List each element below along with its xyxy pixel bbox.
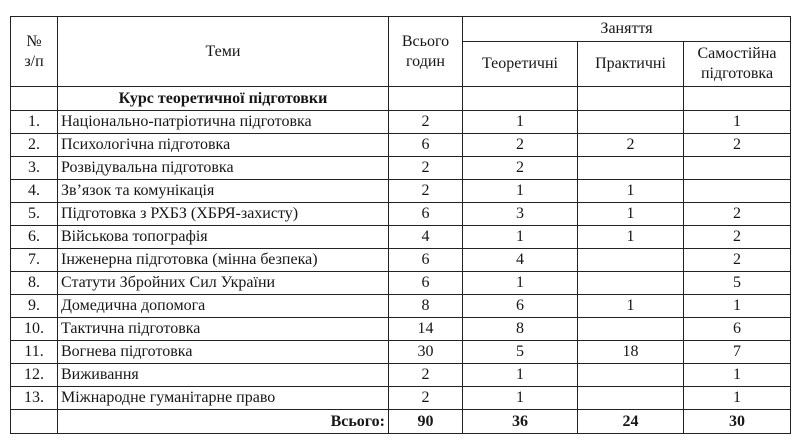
- row-total-hours: 2: [389, 111, 463, 134]
- row-topic: Інженерна підготовка (мінна безпека): [58, 249, 389, 272]
- table-row: [11, 295, 791, 318]
- row-total-hours: 2: [389, 180, 463, 203]
- total-hours-value: 90: [389, 410, 463, 434]
- row-topic: Підготовка з РХБЗ (ХБРЯ-захисту): [58, 203, 389, 226]
- col-header-total-hours: Всього годин: [389, 17, 463, 87]
- row-self-hours: [684, 157, 791, 180]
- row-practice-hours: 1: [578, 226, 684, 249]
- table-row: [11, 341, 791, 364]
- table-row: [11, 318, 791, 341]
- col-header-number: [11, 17, 58, 87]
- total-self-value: 30: [684, 410, 791, 434]
- row-topic: Військова топографія: [58, 226, 389, 249]
- row-number: 11.: [11, 341, 58, 364]
- row-total-hours: 6: [389, 134, 463, 157]
- row-self-hours: 2: [684, 203, 791, 226]
- row-topic: Національно-патріотична підготовка: [58, 111, 389, 134]
- section-empty-self: [684, 87, 791, 111]
- row-theory-hours: 1: [463, 111, 578, 134]
- table-row: [11, 111, 791, 134]
- row-topic: Тактична підготовка: [58, 318, 389, 341]
- row-total-hours: 8: [389, 295, 463, 318]
- col-header-number-line2: з/п: [24, 52, 44, 70]
- row-self-hours: [684, 180, 791, 203]
- row-total-hours: 2: [389, 157, 463, 180]
- row-topic: Вогнева підготовка: [58, 341, 389, 364]
- row-theory-hours: 4: [463, 249, 578, 272]
- row-total-hours: 2: [389, 364, 463, 387]
- row-self-hours: 2: [684, 226, 791, 249]
- row-theory-hours: 5: [463, 341, 578, 364]
- section-title: Курс теоретичної підготовки: [58, 87, 389, 111]
- row-theory-hours: 1: [463, 180, 578, 203]
- col-header-practice: Практичні: [578, 42, 684, 87]
- row-topic: Розвідувальна підготовка: [58, 157, 389, 180]
- row-number: 3.: [11, 157, 58, 180]
- table-row: [11, 203, 791, 226]
- row-number: 12.: [11, 364, 58, 387]
- row-theory-hours: 8: [463, 318, 578, 341]
- training-hours-table: [10, 16, 791, 434]
- total-practice-value: 24: [578, 410, 684, 434]
- row-topic: Виживання: [58, 364, 389, 387]
- row-number: 8.: [11, 272, 58, 295]
- row-self-hours: 5: [684, 272, 791, 295]
- row-self-hours: 1: [684, 111, 791, 134]
- row-practice-hours: 1: [578, 295, 684, 318]
- row-number: 9.: [11, 295, 58, 318]
- row-practice-hours: [578, 364, 684, 387]
- row-practice-hours: [578, 318, 684, 341]
- row-practice-hours: 2: [578, 134, 684, 157]
- row-topic: Міжнародне гуманітарне право: [58, 387, 389, 410]
- row-theory-hours: 2: [463, 157, 578, 180]
- row-self-hours: 1: [684, 364, 791, 387]
- row-practice-hours: [578, 387, 684, 410]
- section-empty-theory: [463, 87, 578, 111]
- col-header-classes-group: Заняття: [463, 17, 791, 42]
- row-practice-hours: [578, 272, 684, 295]
- table-row: [11, 387, 791, 410]
- row-theory-hours: 3: [463, 203, 578, 226]
- table-row: [11, 134, 791, 157]
- table-row: [11, 157, 791, 180]
- table-row: [11, 364, 791, 387]
- row-total-hours: 30: [389, 341, 463, 364]
- row-number: 1.: [11, 111, 58, 134]
- row-total-hours: 6: [389, 203, 463, 226]
- row-number: 7.: [11, 249, 58, 272]
- row-number: 10.: [11, 318, 58, 341]
- row-practice-hours: [578, 157, 684, 180]
- row-topic: Домедична допомога: [58, 295, 389, 318]
- row-practice-hours: 1: [578, 203, 684, 226]
- section-empty-total: [389, 87, 463, 111]
- row-self-hours: 7: [684, 341, 791, 364]
- col-header-theory: Теоретичні: [463, 42, 578, 87]
- row-number: 4.: [11, 180, 58, 203]
- row-total-hours: 4: [389, 226, 463, 249]
- row-practice-hours: 1: [578, 180, 684, 203]
- section-row: [11, 87, 791, 111]
- row-number: 5.: [11, 203, 58, 226]
- row-theory-hours: 1: [463, 272, 578, 295]
- col-header-number-line1: №: [26, 32, 42, 50]
- row-number: 13.: [11, 387, 58, 410]
- row-number: 6.: [11, 226, 58, 249]
- row-self-hours: 2: [684, 134, 791, 157]
- row-topic: Зв’язок та комунікація: [58, 180, 389, 203]
- row-theory-hours: 1: [463, 387, 578, 410]
- col-header-topic: Теми: [58, 17, 389, 87]
- row-theory-hours: 1: [463, 364, 578, 387]
- row-total-hours: 6: [389, 272, 463, 295]
- row-total-hours: 6: [389, 249, 463, 272]
- total-theory-value: 36: [463, 410, 578, 434]
- row-self-hours: 2: [684, 249, 791, 272]
- section-empty-practice: [578, 87, 684, 111]
- section-number-cell: [11, 87, 58, 111]
- col-header-self-study: Самостійна підготовка: [684, 42, 791, 87]
- table-row: [11, 272, 791, 295]
- table-row: [11, 226, 791, 249]
- table-row: [11, 249, 791, 272]
- table-row: [11, 180, 791, 203]
- row-topic: Психологічна підготовка: [58, 134, 389, 157]
- row-self-hours: 1: [684, 295, 791, 318]
- row-self-hours: 6: [684, 318, 791, 341]
- row-practice-hours: [578, 249, 684, 272]
- row-theory-hours: 1: [463, 226, 578, 249]
- header-row-group: [11, 17, 791, 42]
- total-number-cell: [11, 410, 58, 434]
- row-total-hours: 14: [389, 318, 463, 341]
- row-practice-hours: 18: [578, 341, 684, 364]
- row-practice-hours: [578, 111, 684, 134]
- row-number: 2.: [11, 134, 58, 157]
- row-topic: Статути Збройних Сил України: [58, 272, 389, 295]
- row-self-hours: 1: [684, 387, 791, 410]
- row-theory-hours: 6: [463, 295, 578, 318]
- total-row: [11, 410, 791, 434]
- total-label: Всього:: [58, 410, 389, 434]
- row-theory-hours: 2: [463, 134, 578, 157]
- row-total-hours: 2: [389, 387, 463, 410]
